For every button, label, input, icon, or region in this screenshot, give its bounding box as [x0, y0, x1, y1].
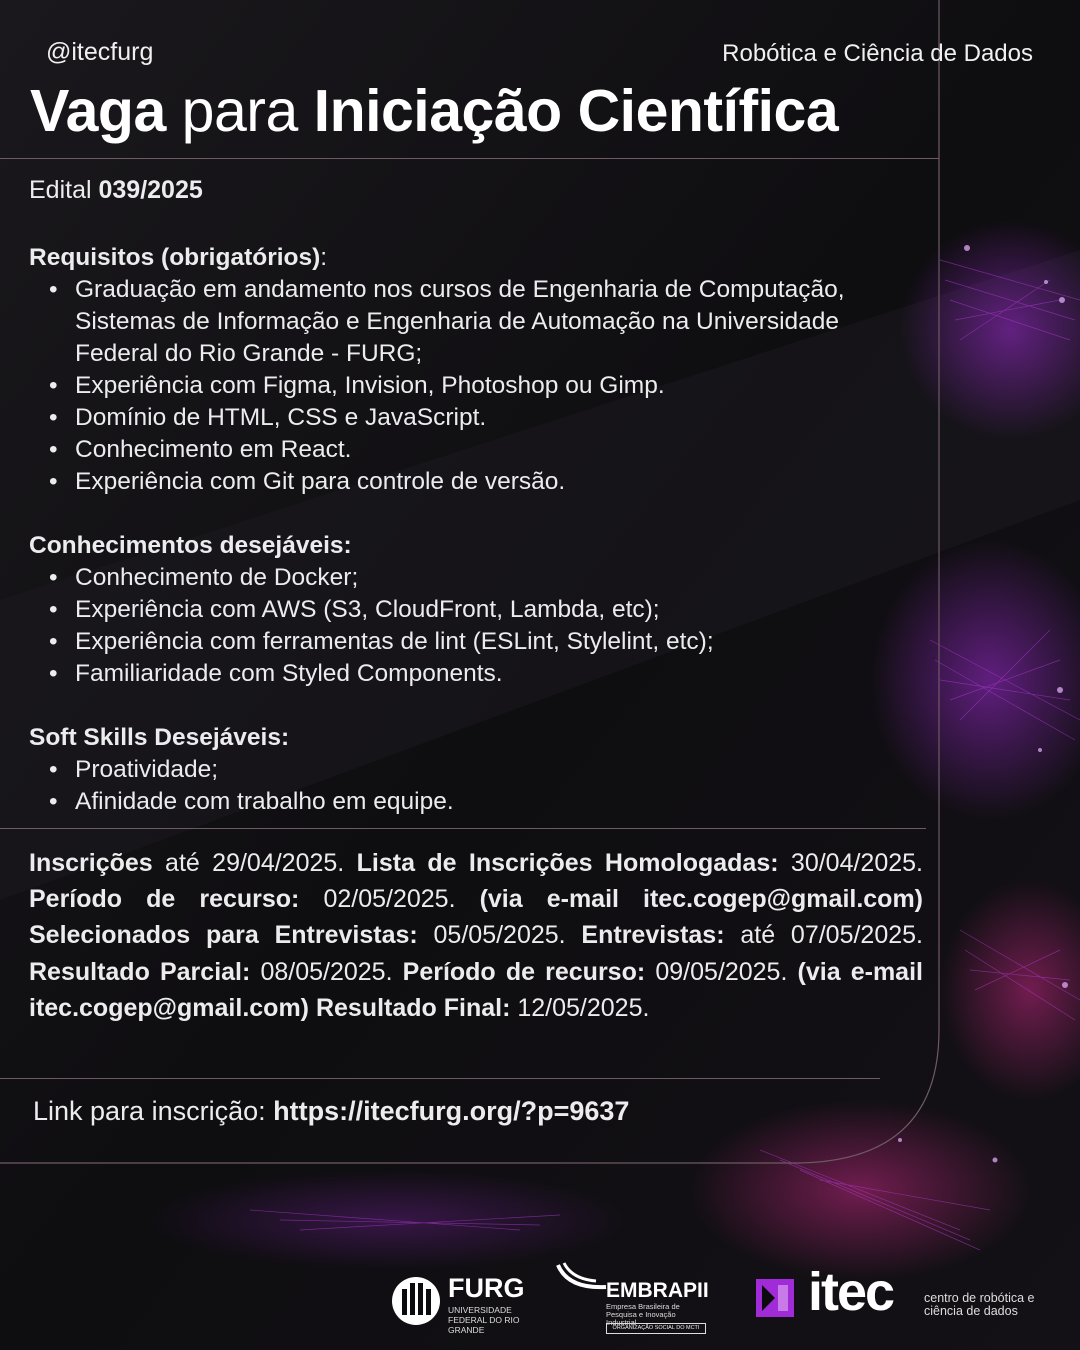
furg-logo: [390, 1273, 535, 1335]
furg-name: FURG: [448, 1273, 525, 1303]
desejaveis-heading: Conhecimentos desejáveis:: [29, 532, 352, 559]
list-item: • Afinidade com trabalho em equipe.: [75, 786, 924, 818]
registration-link[interactable]: https://itecfurg.org/?p=9637: [273, 1096, 630, 1126]
edital-label: Edital: [29, 176, 92, 204]
divider-middle: [0, 828, 926, 829]
title-para: para: [181, 78, 298, 144]
schedule-paragraph: Inscrições até 29/04/2025. Lista de Inscrições Homologadas: 30/04/2025. Período de recurso: 02/05/2025. (via e-mail itec.cogep@gmail.com) Selecionados para Entrevistas: 05/05/2025. Entrevistas: até 07/05/2025. Resultado Parcial: 08/05/2025. Período de recurso: 09/05/2025. (via e-mail itec.cogep@gmail.com) Resultado Final: 12/05/2025.: [29, 849, 924, 1022]
requisitos-list: [29, 274, 924, 498]
list-item: • Proatividade;: [75, 754, 924, 786]
list-item: • Experiência com Figma, Invision, Photoshop ou Gimp.: [75, 370, 924, 402]
furg-emblem-icon: [390, 1275, 442, 1327]
list-item: • Domínio de HTML, CSS e JavaScript.: [75, 402, 924, 434]
list-item: • Conhecimento em React.: [75, 434, 924, 466]
list-item: • Familiaridade com Styled Components.: [75, 658, 924, 690]
list-item: • Conhecimento de Docker;: [75, 562, 924, 594]
desejaveis-section: [29, 530, 924, 690]
itec-logo: [756, 1262, 1046, 1327]
desejaveis-list: [29, 562, 924, 690]
soft-skills-section: [29, 722, 924, 818]
soft-skills-heading: Soft Skills Desejáveis:: [29, 724, 290, 751]
edital-number: 039/2025: [98, 176, 203, 204]
page-title: [30, 76, 838, 146]
embrapii-tagline: ORGANIZAÇÃO SOCIAL DO MCTI: [606, 1323, 706, 1334]
link-label: Link para inscrição:: [33, 1096, 274, 1126]
divider-bottom: [0, 1078, 880, 1079]
partner-logos: [0, 1255, 1080, 1335]
title-iniciacao: Iniciação Científica: [313, 78, 839, 144]
furg-subtitle: UNIVERSIDADE FEDERAL DO RIO GRANDE: [448, 1305, 520, 1335]
itec-name: itec: [808, 1262, 894, 1322]
instagram-handle: @itecfurg: [46, 38, 154, 66]
list-item: • Graduação em andamento nos cursos de Engenharia de Computação, Sistemas de Informação e Engenharia de Automação na Universidade Federal do Rio Grande - FURG;: [75, 274, 924, 370]
itec-square-icon: [756, 1279, 794, 1317]
registration-link-line: [33, 1096, 629, 1127]
requisitos-section: [29, 242, 924, 498]
list-item: • Experiência com ferramentas de lint (ESLint, Stylelint, etc);: [75, 626, 924, 658]
list-item: • Experiência com AWS (S3, CloudFront, Lambda, etc);: [75, 594, 924, 626]
title-vaga: Vaga: [30, 78, 166, 144]
embrapii-name: EMBRAPII: [606, 1279, 709, 1302]
embrapii-subtitle: Empresa Brasileira de Pesquisa e Inovação Industrial: [606, 1302, 680, 1327]
itec-subtitle: centro de robótica e ciência de dados: [924, 1291, 1035, 1318]
soft-skills-list: [29, 754, 924, 818]
list-item: • Experiência com Git para controle de versão.: [75, 466, 924, 498]
edital-line: [29, 176, 203, 205]
embrapii-logo: [556, 1261, 709, 1331]
topic-label: Robótica e Ciência de Dados: [722, 40, 1033, 67]
requisitos-heading: Requisitos (obrigatórios):: [29, 244, 328, 271]
divider-top: [0, 158, 939, 159]
